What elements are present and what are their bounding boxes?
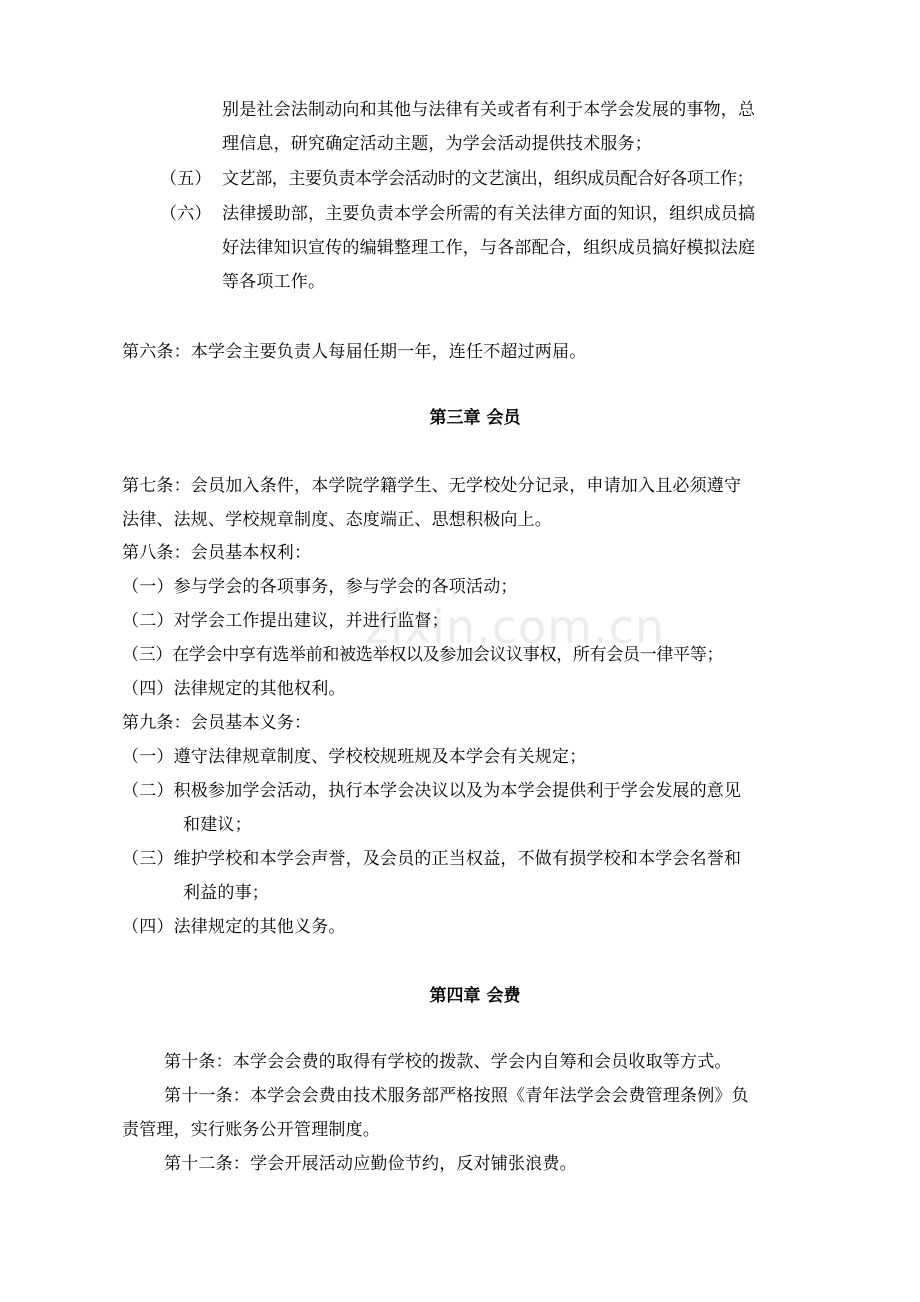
article-6: 第六条：本学会主要负责人每届任期一年，连任不超过两届。 xyxy=(122,342,587,362)
item-6-line-1: 法律援助部，主要负责本学会所需的有关法律方面的知识，组织成员搞 xyxy=(222,204,756,224)
chapter-3-heading: 第三章 会员 xyxy=(429,408,521,428)
article-12: 第十二条：学会开展活动应勤俭节约，反对铺张浪费。 xyxy=(164,1154,577,1174)
article-8-item-1: （一）参与学会的各项事务，参与学会的各项活动； xyxy=(122,577,518,597)
article-8-title: 第八条：会员基本权利： xyxy=(122,543,312,563)
article-10: 第十条：本学会会费的取得有学校的拨款、学会内自筹和会员收取等方式。 xyxy=(164,1052,732,1072)
watermark-text: zixin.com.cn xyxy=(365,600,666,654)
item-5-line-1: 文艺部，主要负责本学会活动时的文艺演出，组织成员配合好各项工作； xyxy=(222,169,754,189)
article-9-item-4: （四）法律规定的其他义务。 xyxy=(122,917,346,937)
tech-dept-line-2: 理信息，研究确定活动主题，为学会活动提供技术服务； xyxy=(222,134,652,154)
article-7-line-1: 第七条：会员加入条件，本学院学籍学生、无学校处分记录，申请加入且必须遵守 xyxy=(122,476,742,496)
article-11-line-2: 责管理，实行账务公开管理制度。 xyxy=(122,1120,380,1140)
article-8-item-2: （二）对学会工作提出建议，并进行监督； xyxy=(122,611,449,631)
article-9-item-2-line-1: （二）积极参加学会活动，执行本学会决议以及为本学会提供利于学会发展的意见 xyxy=(122,781,742,801)
article-8-item-3: （三）在学会中享有选举前和被选举权以及参加会议议事权，所有会员一律平等； xyxy=(122,645,724,665)
chapter-4-heading: 第四章 会费 xyxy=(429,986,521,1006)
item-6-line-2: 好法律知识宣传的编辑整理工作，与各部配合，组织成员搞好模拟法庭 xyxy=(222,238,756,258)
article-7-line-2: 法律、法规、学校规章制度、态度端正、思想积极向上。 xyxy=(122,510,552,530)
article-8-item-4: （四）法律规定的其他权利。 xyxy=(122,679,346,699)
article-9-item-3-line-1: （三）维护学校和本学会声誉，及会员的正当权益，不做有损学校和本学会名誉和 xyxy=(122,849,742,869)
item-6-line-3: 等各项工作。 xyxy=(222,272,326,292)
article-9-title: 第九条：会员基本义务： xyxy=(122,713,312,733)
article-9-item-2-line-2: 和建议； xyxy=(183,815,252,835)
tech-dept-line-1: 别是社会法制动向和其他与法律有关或者有利于本学会发展的事物，总 xyxy=(222,100,756,120)
article-9-item-1: （一）遵守法律规章制度、学校校规班规及本学会有关规定； xyxy=(122,747,587,767)
item-5-marker: （五） xyxy=(160,169,212,189)
article-11-line-1: 第十一条：本学会会费由技术服务部严格按照《青年法学会会费管理条例》负 xyxy=(164,1086,749,1106)
article-9-item-3-line-2: 利益的事； xyxy=(183,883,269,903)
item-6-marker: （六） xyxy=(160,204,212,224)
